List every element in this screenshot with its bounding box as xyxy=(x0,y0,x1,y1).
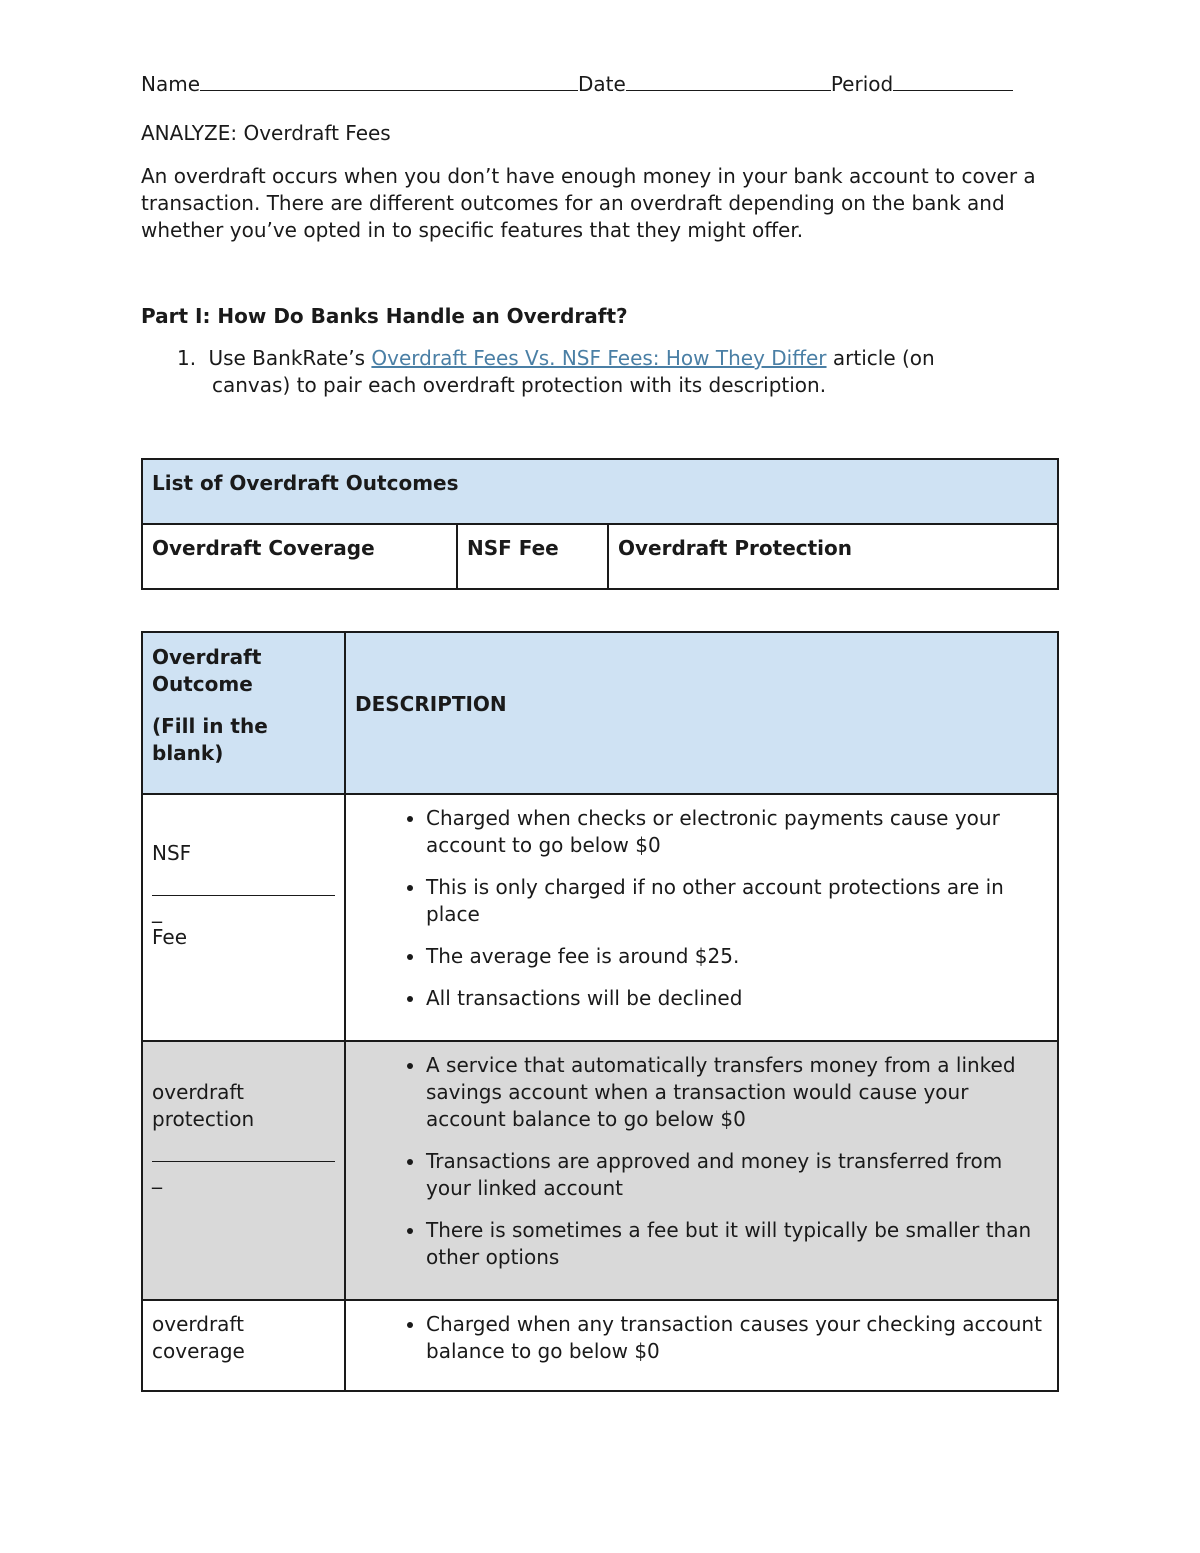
outcome-header-cell xyxy=(142,632,345,794)
answer-blank-line xyxy=(152,1147,335,1162)
table-row xyxy=(142,1041,1058,1300)
answer-text[interactable]: overdraft coverage xyxy=(152,1312,245,1363)
description-cell xyxy=(345,1300,1058,1391)
description-list xyxy=(346,795,1057,1012)
list-item: • The average fee is around $25. xyxy=(426,943,1049,970)
step-1-line2: canvas) to pair each overdraft protection with its description. xyxy=(212,373,827,397)
list-item: • Charged when any transaction causes your checking account balance to go below $0 xyxy=(426,1311,1049,1365)
intro-paragraph: An overdraft occurs when you don’t have enough money in your bank account to cover a transaction. There are different outcomes for an overdraft depending on the bank and whether you’ve opted in to specific features that they might offer. xyxy=(141,164,1036,242)
step-suffix: article (on xyxy=(826,346,935,370)
list-item: • Transactions are approved and money is transferred from your linked account xyxy=(426,1148,1049,1202)
outcome-cell xyxy=(457,524,608,589)
answer-suffix: Fee xyxy=(152,925,188,949)
answer-cell xyxy=(142,1041,345,1300)
answer-cell xyxy=(142,794,345,1041)
fill-in-instruction: (Fill in the blank) xyxy=(152,714,268,765)
outcome-overdraft-coverage: Overdraft Coverage xyxy=(152,536,375,560)
description-header: DESCRIPTION xyxy=(355,692,507,716)
step-1-line1 xyxy=(177,345,935,372)
period-label: Period xyxy=(830,72,894,96)
description-cell xyxy=(345,1041,1058,1300)
table-row xyxy=(142,794,1058,1041)
student-info-line xyxy=(141,70,1013,98)
period-blank[interactable] xyxy=(893,70,1013,91)
date-blank[interactable] xyxy=(626,70,831,91)
part1-heading: Part I: How Do Banks Handle an Overdraft? xyxy=(141,304,628,328)
description-list xyxy=(346,1042,1057,1271)
outcome-overdraft-protection: Overdraft Protection xyxy=(618,536,853,560)
answer-underscore: _ xyxy=(152,1165,162,1189)
list-item: • Charged when checks or electronic payments cause your account to go below $0 xyxy=(426,805,1049,859)
outcome-cell xyxy=(142,524,457,589)
description-header-cell xyxy=(345,632,1058,794)
description-list xyxy=(346,1301,1057,1365)
answer-blank-line xyxy=(152,881,335,896)
step-prefix: Use BankRate’s xyxy=(208,346,372,370)
answer-underscore: _ xyxy=(152,899,162,923)
answer-text[interactable]: NSF xyxy=(152,841,192,865)
list-item: • A service that automatically transfers money from a linked savings account when a transaction would cause your account balance to go below $0 xyxy=(426,1052,1049,1133)
date-label: Date xyxy=(578,72,626,96)
outcome-header: Overdraft Outcome xyxy=(152,645,262,696)
list-item: • This is only charged if no other account protections are in place xyxy=(426,874,1049,928)
name-label: Name xyxy=(141,72,201,96)
outcomes-list-header: List of Overdraft Outcomes xyxy=(152,471,459,495)
name-blank[interactable] xyxy=(200,70,578,91)
bankrate-article-link[interactable]: Overdraft Fees Vs. NSF Fees: How They Differ xyxy=(371,346,827,370)
outcomes-list-header-cell xyxy=(142,459,1058,524)
step-number: 1. xyxy=(177,346,197,370)
outcome-description-table xyxy=(141,631,1059,1392)
outcome-cell xyxy=(608,524,1058,589)
list-item: • All transactions will be declined xyxy=(426,985,1049,1012)
list-item: • There is sometimes a fee but it will typically be smaller than other options xyxy=(426,1217,1049,1271)
worksheet-title: ANALYZE: Overdraft Fees xyxy=(141,121,391,145)
description-cell xyxy=(345,794,1058,1041)
outcomes-list-table xyxy=(141,458,1059,590)
answer-text[interactable]: overdraft protection xyxy=(152,1080,255,1131)
table-row xyxy=(142,1300,1058,1391)
outcome-nsf-fee: NSF Fee xyxy=(467,536,559,560)
answer-cell xyxy=(142,1300,345,1391)
